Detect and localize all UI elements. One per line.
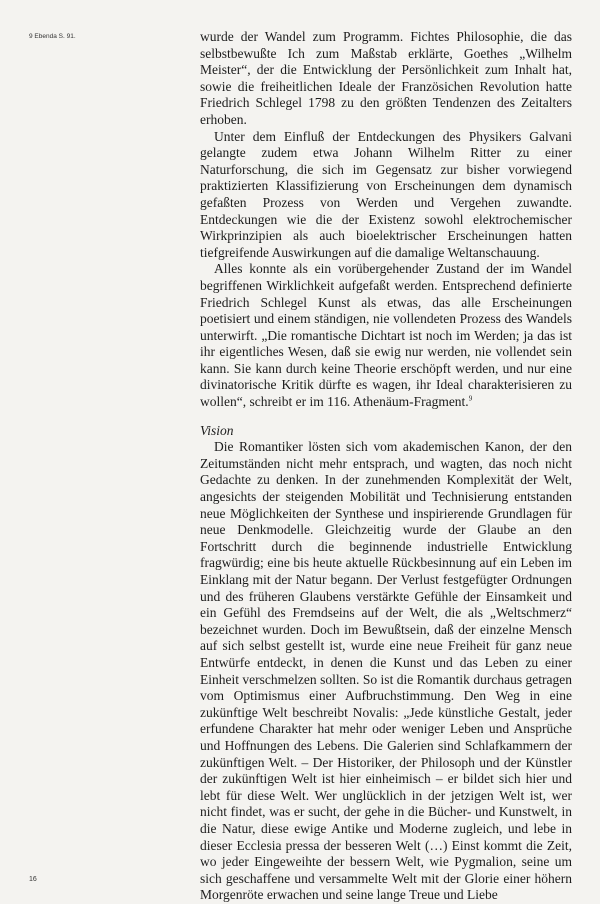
- paragraph-2: Unter dem Einfluß der Entdeckungen des Physikers Galvani gelangte zudem etwa Johann Wilhelm Ritter zu einer Naturforschung, die sich im Gegensatz zur bisher vorwiegend praktizierten Klassifizierung von Erscheinungen dem dynamisch gefaßten Prozess von Werden und Vergehen zuwandte. Entdeckungen wie die der Existenz sowohl elektrochemischer Wirkprinzipien als auch bioelektrischer Erscheinungen hatten tiefgreifende Auswirkungen auf die damalige Weltanschauung.: [200, 128, 572, 260]
- body-text-column: [200, 29, 572, 904]
- paragraph-vision: Die Romantiker lösten sich vom akademischen Kanon, der den Zeitumständen nicht mehr entsprach, und wagten, das noch nicht Gedachte zu denken. In der zunehmenden Komplexität der Welt, angesichts der steigenden Mobilität und Technisierung entstanden neue Möglichkeiten der Synthese und inspirierende Grundlagen für neue Denkmodelle. Gleichzeitig wurde der Glaube an den Fortschritt durch die beginnende industrielle Entwicklung fragwürdig; eine bis heute aktuelle Rückbesinnung auf ein Leben im Einklang mit der Natur begann. Der Verlust festgefügter Ordnungen und des früheren Glaubens verstärkte Gefühle der Einsamkeit und ein Gefühl des Fremdseins auf der Welt, die als „Weltschmerz“ bezeichnet wurden. Doch im Bewußtsein, daß der einzelne Mensch auf sich selbst gestellt ist, wurde eine neue Freiheit für ganz neue Entwürfe entdeckt, in denen die Kunst und das Leben zu einer Einheit verschmelzen sollten. So ist die Romantik durchaus getragen vom Optimismus einer Aufbruchstimmung. Den Weg in eine zukünftige Welt beschreibt Novalis: „Jede künstliche Gestalt, jeder erfundene Charakter hat mehr oder weniger Leben und Ansprüche und Hoffnungen des Lebens. Die Galerien sind Schlafkammern der zukünftigen Welt. – Der Historiker, der Philosoph und der Künstler der zukünftigen Welt ist hier einheimisch – er bildet sich hier und lebt für diese Welt. Wer unglücklich in der jetzigen Welt ist, wer nicht findet, was er sucht, der gehe in die Bücher- und Kunstwelt, in die Natur, diese ewige Antike und Moderne zugleich, und lebe in dieser Ecclesia pressa der besseren Welt (…) Einst kommt die Zeit, wo jeder Eingeweihte der bessern Welt, wie Pygmalion, seine um sich geschaffene und versammelte Welt mit der Glorie einer höhern Morgenröte erwachen und seine lange Treue und Liebe: [200, 439, 572, 903]
- section-heading: Vision: [200, 422, 234, 438]
- footnote-reference: 9: [468, 394, 473, 403]
- sidenote-footnote: 9 Ebenda S. 91.: [29, 33, 76, 40]
- paragraph-1: wurde der Wandel zum Programm. Fichtes Philosophie, die das selbstbewußte Ich zum Maßstab erklärte, Goethes „Wilhelm Meister“, der die Entwicklung der Persönlichkeit zum Inhalt hat, sowie die freiheitlichen Ideale der Französichen Revolution hatte Friedrich Schlegel 1798 zu den größten Tendenzen des Zeitalters erhoben.: [200, 29, 572, 127]
- paragraph-3-text: Alles konnte als ein vorübergehender Zustand der im Wandel begriffenen Wirklichkeit aufgefaßt werden. Entsprechend definierte Friedrich Schlegel Kunst als etwas, das alle Erscheinungen poetisiert und einem ständigen, nie vollendeten Prozess des Wandels unterwirft. „Die romantische Dichtart ist noch im Werden; ja das ist ihr eigentliches Wesen, daß sie ewig nur werden, nie vollendet sein kann. Sie kann durch keine Theorie erschöpft werden, und nur eine divinatorische Kritik dürfte es wagen, ihr Ideal charakterisieren zu wollen“, schreibt er im 116. Athenäum-Fragment.: [200, 261, 572, 410]
- paragraph-3: [200, 261, 572, 410]
- page-number: 16: [29, 876, 37, 883]
